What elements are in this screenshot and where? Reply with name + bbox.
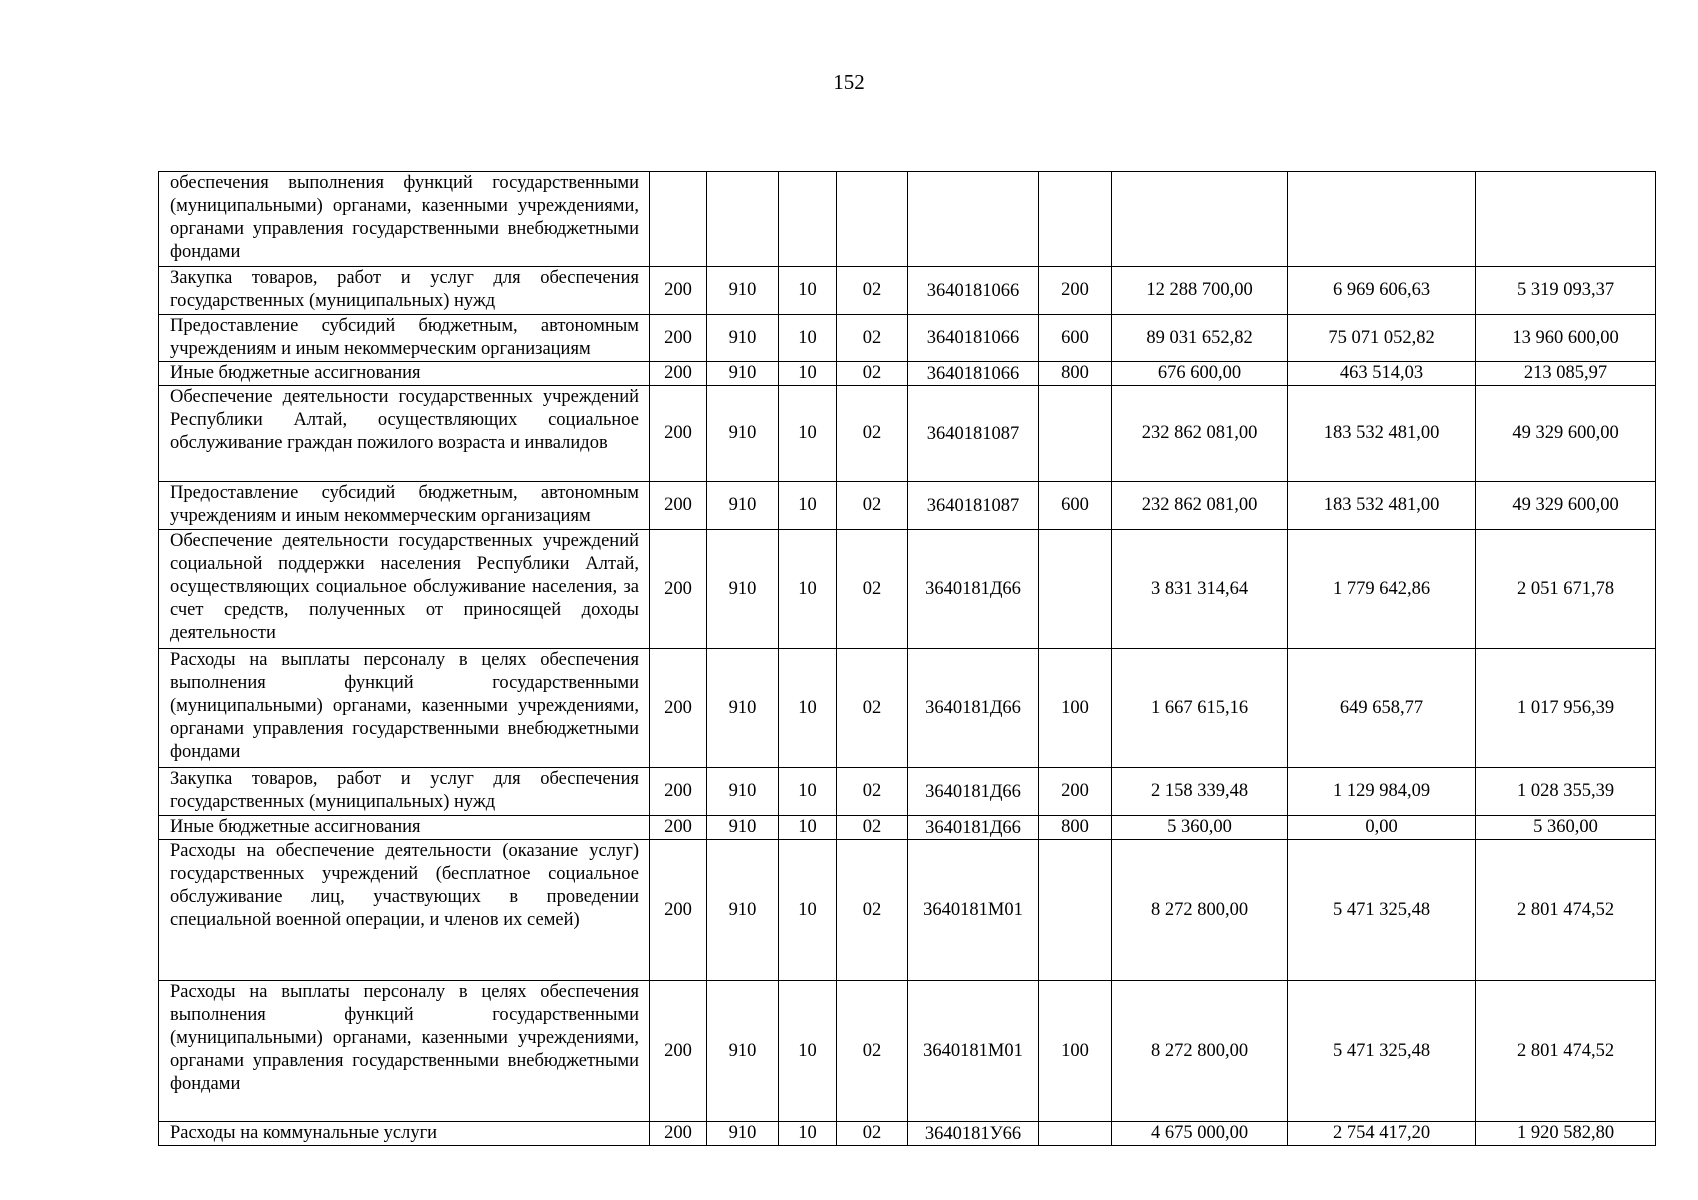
cell-subsection: 02 [837,840,908,981]
table-row [159,816,1656,840]
cell-amount-2: 75 071 052,82 [1288,315,1476,362]
cell-section [779,172,837,267]
cell-target-article: 3640181Д66 [908,530,1039,649]
cell-code-1: 200 [650,840,707,981]
cell-amount-1: 8 272 800,00 [1112,840,1288,981]
cell-subsection [837,172,908,267]
table-row [159,267,1656,315]
table-row [159,362,1656,386]
cell-expense-type: 100 [1039,981,1112,1122]
cell-amount-3: 2 801 474,52 [1476,840,1656,981]
cell-subsection: 02 [837,768,908,816]
cell-code-2: 910 [707,482,779,530]
cell-code-2: 910 [707,530,779,649]
cell-code-1: 200 [650,768,707,816]
cell-target-article: 3640181Д66 [908,816,1039,840]
cell-amount-3: 2 051 671,78 [1476,530,1656,649]
cell-amount-3: 5 319 093,37 [1476,267,1656,315]
cell-code-2 [707,172,779,267]
cell-amount-2: 1 779 642,86 [1288,530,1476,649]
cell-subsection: 02 [837,482,908,530]
cell-target-article [908,172,1039,267]
cell-amount-2: 463 514,03 [1288,362,1476,386]
cell-section: 10 [779,530,837,649]
cell-code-2: 910 [707,816,779,840]
cell-amount-1: 3 831 314,64 [1112,530,1288,649]
cell-section: 10 [779,1122,837,1146]
cell-code-1: 200 [650,315,707,362]
cell-expense-type [1039,530,1112,649]
cell-amount-3: 49 329 600,00 [1476,482,1656,530]
cell-amount-2: 1 129 984,09 [1288,768,1476,816]
cell-expense-type [1039,172,1112,267]
cell-subsection: 02 [837,362,908,386]
cell-section: 10 [779,649,837,768]
row-description: Расходы на обеспечение деятельности (оказание услуг) государственных учреждений (бесплатное социальное обслуживание лиц, участвующих в проведении специальной военной операции, и членов их семей) [159,840,650,981]
cell-expense-type: 800 [1039,362,1112,386]
cell-code-2: 910 [707,315,779,362]
cell-code-2: 910 [707,840,779,981]
cell-amount-1: 2 158 339,48 [1112,768,1288,816]
cell-code-1: 200 [650,267,707,315]
cell-expense-type: 800 [1039,816,1112,840]
cell-code-2: 910 [707,981,779,1122]
cell-section: 10 [779,840,837,981]
cell-amount-1 [1112,172,1288,267]
cell-target-article: 3640181066 [908,315,1039,362]
cell-amount-1: 232 862 081,00 [1112,482,1288,530]
cell-amount-1: 676 600,00 [1112,362,1288,386]
cell-amount-3: 49 329 600,00 [1476,386,1656,482]
row-description: Расходы на выплаты персоналу в целях обеспечения выполнения функций государственными (муниципальными) органами, казенными учреждениями, органами управления государственными внебюджетными фондами [159,981,650,1122]
page-number: 152 [833,70,865,94]
row-description: Расходы на коммунальные услуги [159,1122,650,1146]
cell-amount-3: 5 360,00 [1476,816,1656,840]
cell-expense-type [1039,386,1112,482]
table-row [159,172,1656,267]
cell-subsection: 02 [837,386,908,482]
row-description: Предоставление субсидий бюджетным, автономным учреждениям и иным некоммерческим организациям [159,315,650,362]
cell-section: 10 [779,482,837,530]
cell-code-1: 200 [650,362,707,386]
cell-code-1: 200 [650,386,707,482]
cell-code-2: 910 [707,362,779,386]
cell-amount-3 [1476,172,1656,267]
row-description: Иные бюджетные ассигнования [159,816,650,840]
cell-amount-2: 2 754 417,20 [1288,1122,1476,1146]
cell-target-article: 3640181М01 [908,981,1039,1122]
cell-amount-1: 1 667 615,16 [1112,649,1288,768]
cell-expense-type: 600 [1039,482,1112,530]
cell-expense-type: 100 [1039,649,1112,768]
cell-expense-type [1039,1122,1112,1146]
cell-amount-2: 5 471 325,48 [1288,981,1476,1122]
cell-code-1 [650,172,707,267]
cell-amount-3: 1 920 582,80 [1476,1122,1656,1146]
cell-section: 10 [779,362,837,386]
table-row [159,530,1656,649]
cell-code-1: 200 [650,482,707,530]
cell-code-1: 200 [650,649,707,768]
row-description: Закупка товаров, работ и услуг для обеспечения государственных (муниципальных) нужд [159,267,650,315]
cell-amount-2 [1288,172,1476,267]
cell-subsection: 02 [837,816,908,840]
table-row [159,840,1656,981]
cell-target-article: 3640181087 [908,482,1039,530]
cell-section: 10 [779,768,837,816]
cell-code-1: 200 [650,981,707,1122]
cell-amount-3: 213 085,97 [1476,362,1656,386]
cell-amount-1: 8 272 800,00 [1112,981,1288,1122]
cell-amount-2: 183 532 481,00 [1288,386,1476,482]
cell-code-2: 910 [707,768,779,816]
cell-code-1: 200 [650,1122,707,1146]
cell-section: 10 [779,386,837,482]
cell-expense-type: 600 [1039,315,1112,362]
cell-subsection: 02 [837,267,908,315]
budget-table [158,171,1656,1146]
cell-code-1: 200 [650,530,707,649]
table-row [159,1122,1656,1146]
cell-expense-type [1039,840,1112,981]
cell-amount-1: 89 031 652,82 [1112,315,1288,362]
cell-subsection: 02 [837,981,908,1122]
cell-section: 10 [779,315,837,362]
cell-target-article: 3640181066 [908,267,1039,315]
cell-amount-1: 4 675 000,00 [1112,1122,1288,1146]
cell-code-2: 910 [707,1122,779,1146]
cell-amount-1: 12 288 700,00 [1112,267,1288,315]
cell-target-article: 3640181Д66 [908,768,1039,816]
cell-section: 10 [779,267,837,315]
cell-target-article: 3640181Д66 [908,649,1039,768]
table-row [159,315,1656,362]
cell-target-article: 3640181087 [908,386,1039,482]
row-description: Иные бюджетные ассигнования [159,362,650,386]
row-description: обеспечения выполнения функций государственными (муниципальными) органами, казенными учреждениями, органами управления государственными внебюджетными фондами [159,172,650,267]
cell-section: 10 [779,981,837,1122]
cell-subsection: 02 [837,530,908,649]
cell-code-2: 910 [707,386,779,482]
cell-subsection: 02 [837,1122,908,1146]
row-description: Обеспечение деятельности государственных учреждений социальной поддержки населения Республики Алтай, осуществляющих социальное обслуживание населения, за счет средств, полученных от приносящей доходы деятельности [159,530,650,649]
cell-target-article: 3640181М01 [908,840,1039,981]
table-body [159,172,1656,1146]
row-description: Расходы на выплаты персоналу в целях обеспечения выполнения функций государственными (муниципальными) органами, казенными учреждениями, органами управления государственными внебюджетными фондами [159,649,650,768]
cell-subsection: 02 [837,649,908,768]
cell-amount-2: 0,00 [1288,816,1476,840]
cell-code-1: 200 [650,816,707,840]
cell-amount-1: 5 360,00 [1112,816,1288,840]
cell-target-article: 3640181066 [908,362,1039,386]
cell-amount-3: 1 017 956,39 [1476,649,1656,768]
cell-expense-type: 200 [1039,267,1112,315]
cell-amount-1: 232 862 081,00 [1112,386,1288,482]
cell-expense-type: 200 [1039,768,1112,816]
table-row [159,981,1656,1122]
cell-code-2: 910 [707,649,779,768]
row-description: Предоставление субсидий бюджетным, автономным учреждениям и иным некоммерческим организациям [159,482,650,530]
row-description: Обеспечение деятельности государственных учреждений Республики Алтай, осуществляющих социальное обслуживание граждан пожилого возраста и инвалидов [159,386,650,482]
table-row [159,649,1656,768]
cell-section: 10 [779,816,837,840]
cell-code-2: 910 [707,267,779,315]
cell-amount-3: 2 801 474,52 [1476,981,1656,1122]
cell-amount-2: 5 471 325,48 [1288,840,1476,981]
cell-target-article: 3640181У66 [908,1122,1039,1146]
cell-amount-3: 13 960 600,00 [1476,315,1656,362]
cell-amount-2: 649 658,77 [1288,649,1476,768]
table-row [159,482,1656,530]
cell-amount-2: 6 969 606,63 [1288,267,1476,315]
row-description: Закупка товаров, работ и услуг для обеспечения государственных (муниципальных) нужд [159,768,650,816]
cell-amount-3: 1 028 355,39 [1476,768,1656,816]
cell-amount-2: 183 532 481,00 [1288,482,1476,530]
table-row [159,768,1656,816]
cell-subsection: 02 [837,315,908,362]
table-row [159,386,1656,482]
